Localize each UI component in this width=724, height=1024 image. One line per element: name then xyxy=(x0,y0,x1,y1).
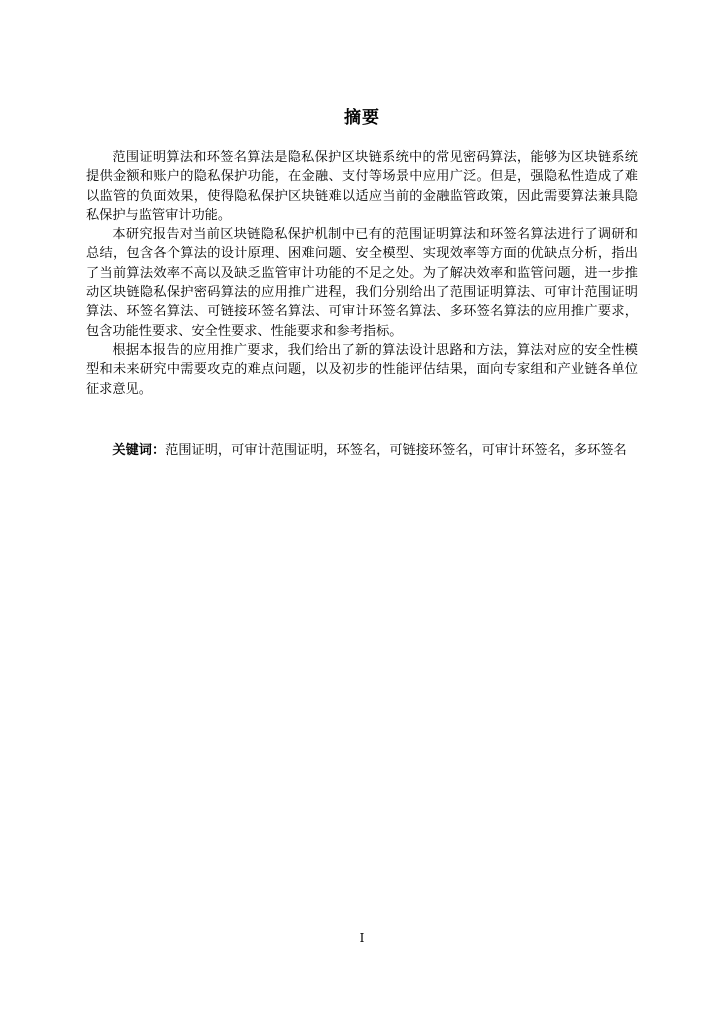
abstract-paragraph-1: 范围证明算法和环签名算法是隐私保护区块链系统中的常见密码算法，能够为区块链系统提供金额和账户的隐私保护功能，在金融、支付等场景中应用广泛。但是，强隐私性造成了难以监管的负面效果，使得隐私保护区块链难以适应当前的金融监管政策，因此需要算法兼具隐私保护与监管审计功能。 xyxy=(86,150,638,223)
page-number: I xyxy=(359,931,365,945)
abstract-body xyxy=(86,148,638,399)
keywords-label: 关键词： xyxy=(112,443,166,458)
abstract-title: 摘要 xyxy=(344,108,380,128)
keywords-line xyxy=(86,441,638,460)
abstract-paragraph-3: 根据本报告的应用推广要求，我们给出了新的算法设计思路和方法，算法对应的安全性模型和未来研究中需要攻克的难点问题，以及初步的性能评估结果，面向专家组和产业链各单位征求意见。 xyxy=(86,342,638,397)
keywords-text: 范围证明，可审计范围证明，环签名，可链接环签名，可审计环签名，多环签名 xyxy=(165,443,627,458)
abstract-paragraph-2: 本研究报告对当前区块链隐私保护机制中已有的范围证明算法和环签名算法进行了调研和总结，包含各个算法的设计原理、困难问题、安全模型、实现效率等方面的优缺点分析，指出了当前算法效率不高以及缺乏监管审计功能的不足之处。为了解决效率和监管问题，进一步推动区块链隐私保护密码算法的应用推广进程，我们分别给出了范围证明算法、可审计范围证明算法、环签名算法、可链接环签名算法、可审计环签名算法、多环签名算法的应用推广要求，包含功能性要求、安全性要求、性能要求和参考指标。 xyxy=(86,227,638,339)
